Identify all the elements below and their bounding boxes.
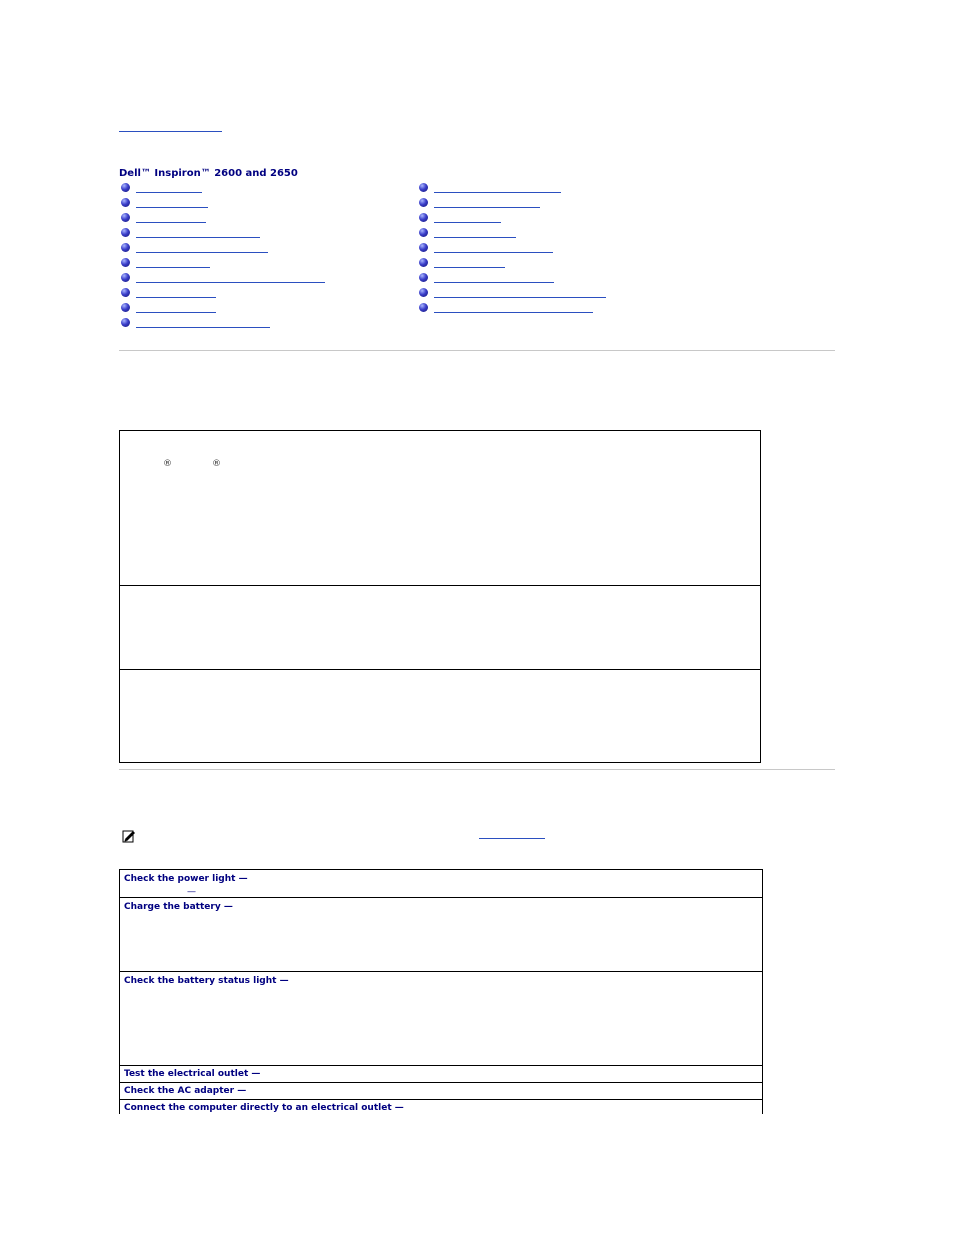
toc-link[interactable] — [136, 274, 325, 283]
row-label: Check the battery status light — — [124, 976, 289, 986]
back-to-contents-link[interactable] — [119, 118, 222, 132]
bullet-icon — [121, 318, 130, 327]
row-label: Check the power light — — [124, 874, 248, 884]
toc-link[interactable] — [434, 214, 501, 223]
bullet-icon — [121, 273, 130, 282]
toc-link[interactable] — [136, 244, 268, 253]
toc-link[interactable] — [136, 229, 260, 238]
bullet-icon — [419, 228, 428, 237]
bullet-icon — [121, 258, 130, 267]
page-title: Dell™ Inspiron™ 2600 and 2650 — [119, 168, 298, 179]
row-label: Check the AC adapter — — [124, 1086, 247, 1096]
table-row — [120, 972, 762, 1066]
power-troubleshooting-table — [119, 869, 763, 1114]
bullet-icon — [419, 213, 428, 222]
toc-link[interactable] — [136, 259, 210, 268]
info-box — [119, 430, 761, 763]
toc-link[interactable] — [136, 199, 208, 208]
table-row — [120, 1100, 762, 1114]
bullet-icon — [419, 243, 428, 252]
row-label: Test the electrical outlet — — [124, 1069, 261, 1079]
toc-link[interactable] — [434, 244, 553, 253]
section-divider — [119, 769, 835, 770]
note-link[interactable] — [479, 828, 545, 839]
info-box-section — [120, 431, 760, 586]
bullet-icon — [121, 243, 130, 252]
toc-link[interactable] — [434, 229, 516, 238]
bullet-icon — [121, 288, 130, 297]
note-icon — [122, 828, 136, 842]
toc-link[interactable] — [136, 304, 216, 313]
table-row — [120, 898, 762, 972]
bullet-icon — [419, 183, 428, 192]
row-label: Charge the battery — — [124, 902, 233, 912]
row-label: Connect the computer directly to an electrical outlet — — [124, 1103, 404, 1113]
toc-link[interactable] — [136, 184, 202, 193]
toc-link[interactable] — [136, 319, 270, 328]
toc-link[interactable] — [434, 199, 540, 208]
bullet-icon — [419, 303, 428, 312]
toc-link[interactable] — [434, 274, 554, 283]
toc-link[interactable] — [434, 304, 593, 313]
table-row — [120, 1083, 762, 1100]
section-divider — [119, 350, 835, 351]
toc-link[interactable] — [136, 214, 206, 223]
registered-mark: ® — [212, 459, 221, 469]
registered-mark: ® — [163, 459, 172, 469]
row-dash: — — [187, 887, 196, 897]
bullet-icon — [419, 258, 428, 267]
bullet-icon — [419, 198, 428, 207]
bullet-icon — [121, 198, 130, 207]
info-box-section — [120, 670, 760, 762]
bullet-icon — [419, 288, 428, 297]
bullet-icon — [121, 303, 130, 312]
table-row — [120, 1066, 762, 1083]
bullet-icon — [419, 273, 428, 282]
bullet-icon — [121, 228, 130, 237]
toc-link[interactable] — [434, 289, 606, 298]
table-row — [120, 870, 762, 898]
toc-link[interactable] — [136, 289, 216, 298]
toc-link[interactable] — [434, 184, 561, 193]
info-box-section — [120, 586, 760, 670]
bullet-icon — [121, 213, 130, 222]
bullet-icon — [121, 183, 130, 192]
toc-link[interactable] — [434, 259, 505, 268]
